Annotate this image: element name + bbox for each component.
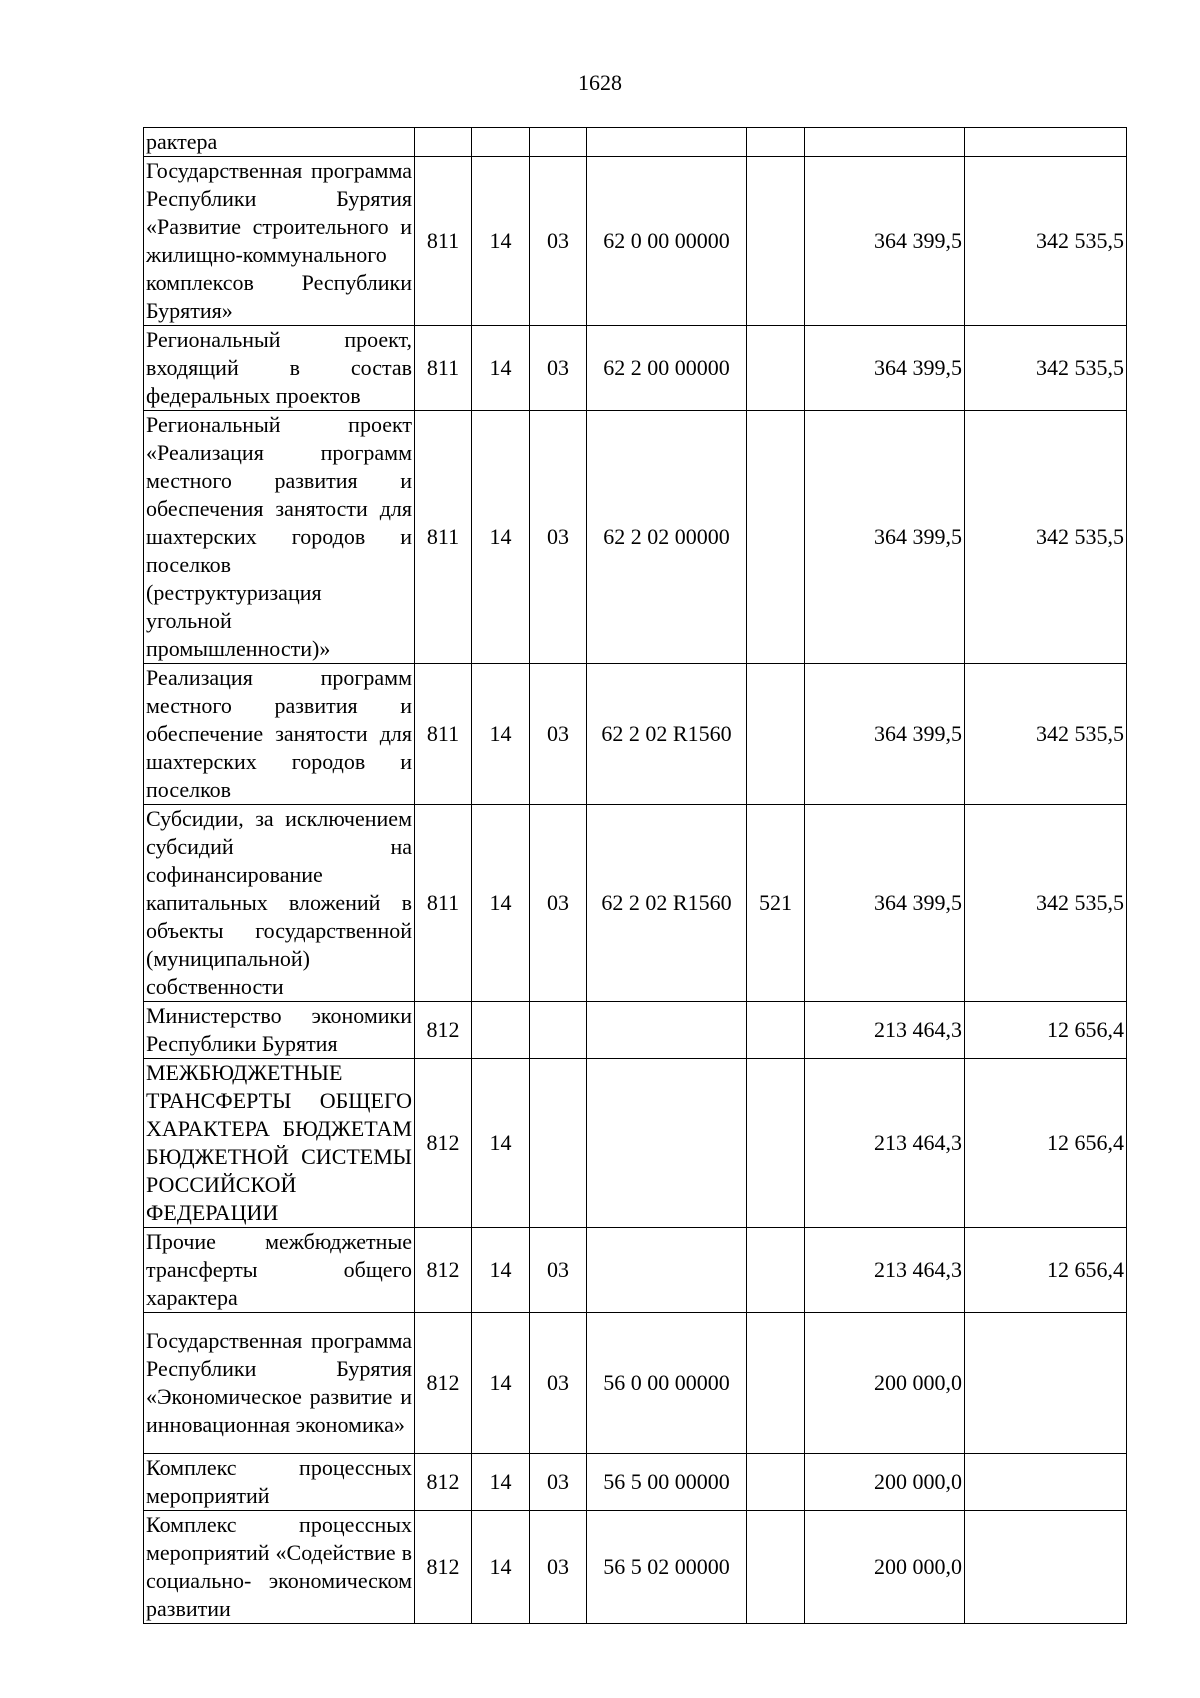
section-cell: 14 — [472, 1228, 530, 1313]
subsection-cell: 03 — [530, 157, 587, 326]
subsection-cell — [530, 1002, 587, 1059]
table-row — [144, 664, 1127, 805]
amount-1-cell: 200 000,0 — [805, 1454, 965, 1511]
table-row — [144, 805, 1127, 1002]
subsection-cell: 03 — [530, 664, 587, 805]
target-article-cell: 62 2 00 00000 — [587, 326, 747, 411]
subsection-cell: 03 — [530, 805, 587, 1002]
ved-cell: 811 — [415, 411, 472, 664]
ved-cell: 812 — [415, 1454, 472, 1511]
table-row — [144, 1228, 1127, 1313]
subsection-cell — [530, 1059, 587, 1228]
amount-2-cell — [965, 1511, 1127, 1624]
section-cell — [472, 1002, 530, 1059]
expense-type-cell — [747, 326, 805, 411]
target-article-cell: 56 5 00 00000 — [587, 1454, 747, 1511]
expense-type-cell — [747, 157, 805, 326]
row-name: Субсидии, за исключением субсидий на софинансирование капитальных вложений в объекты государственной (муниципальной) собственности — [144, 805, 415, 1002]
amount-2-cell: 12 656,4 — [965, 1059, 1127, 1228]
section-cell — [472, 128, 530, 157]
amount-1-cell: 364 399,5 — [805, 664, 965, 805]
target-article-cell: 62 2 02 00000 — [587, 411, 747, 664]
budget-table — [143, 127, 1127, 1624]
ved-cell: 812 — [415, 1511, 472, 1624]
amount-1-cell: 364 399,5 — [805, 157, 965, 326]
expense-type-cell — [747, 1228, 805, 1313]
amount-2-cell: 342 535,5 — [965, 157, 1127, 326]
amount-2-cell — [965, 1454, 1127, 1511]
subsection-cell: 03 — [530, 1511, 587, 1624]
subsection-cell: 03 — [530, 1454, 587, 1511]
row-name: Комплекс процессных мероприятий «Содействие в социально- экономическом развитии — [144, 1511, 415, 1624]
amount-1-cell: 213 464,3 — [805, 1059, 965, 1228]
section-cell: 14 — [472, 805, 530, 1002]
table-row — [144, 326, 1127, 411]
table-row — [144, 1511, 1127, 1624]
expense-type-cell — [747, 1511, 805, 1624]
amount-1-cell: 200 000,0 — [805, 1313, 965, 1454]
amount-2-cell: 342 535,5 — [965, 805, 1127, 1002]
target-article-cell: 62 0 00 00000 — [587, 157, 747, 326]
ved-cell: 812 — [415, 1059, 472, 1228]
row-name: Реализация программ местного развития и обеспечение занятости для шахтерских городов и поселков — [144, 664, 415, 805]
amount-1-cell: 213 464,3 — [805, 1228, 965, 1313]
ved-cell: 812 — [415, 1313, 472, 1454]
table-row — [144, 411, 1127, 664]
expense-type-cell — [747, 411, 805, 664]
ved-cell — [415, 128, 472, 157]
ved-cell: 811 — [415, 805, 472, 1002]
amount-1-cell — [805, 128, 965, 157]
subsection-cell: 03 — [530, 326, 587, 411]
section-cell: 14 — [472, 664, 530, 805]
ved-cell: 811 — [415, 157, 472, 326]
subsection-cell — [530, 128, 587, 157]
section-cell: 14 — [472, 157, 530, 326]
amount-1-cell: 364 399,5 — [805, 326, 965, 411]
amount-2-cell — [965, 1313, 1127, 1454]
row-name: Государственная программа Республики Бурятия «Экономическое развитие и инновационная экономика» — [144, 1313, 415, 1454]
expense-type-cell — [747, 1002, 805, 1059]
table-row — [144, 1454, 1127, 1511]
row-name: Региональный проект, входящий в состав федеральных проектов — [144, 326, 415, 411]
row-name: Министерство экономики Республики Бурятия — [144, 1002, 415, 1059]
target-article-cell: 62 2 02 R1560 — [587, 805, 747, 1002]
expense-type-cell — [747, 1454, 805, 1511]
table-row — [144, 157, 1127, 326]
ved-cell: 811 — [415, 326, 472, 411]
page-number: 1628 — [578, 70, 622, 95]
table-row — [144, 1313, 1127, 1454]
amount-1-cell: 364 399,5 — [805, 411, 965, 664]
section-cell: 14 — [472, 326, 530, 411]
target-article-cell: 56 0 00 00000 — [587, 1313, 747, 1454]
ved-cell: 812 — [415, 1002, 472, 1059]
table-row — [144, 1059, 1127, 1228]
amount-2-cell: 12 656,4 — [965, 1228, 1127, 1313]
row-name: Прочие межбюджетные трансферты общего характера — [144, 1228, 415, 1313]
target-article-cell — [587, 1002, 747, 1059]
amount-1-cell: 364 399,5 — [805, 805, 965, 1002]
amount-1-cell: 213 464,3 — [805, 1002, 965, 1059]
ved-cell: 811 — [415, 664, 472, 805]
amount-2-cell: 12 656,4 — [965, 1002, 1127, 1059]
table-row — [144, 128, 1127, 157]
row-name: Комплекс процессных мероприятий — [144, 1454, 415, 1511]
section-cell: 14 — [472, 1313, 530, 1454]
row-name: рактера — [144, 128, 415, 157]
expense-type-cell: 521 — [747, 805, 805, 1002]
expense-type-cell — [747, 1059, 805, 1228]
expense-type-cell — [747, 1313, 805, 1454]
amount-2-cell — [965, 128, 1127, 157]
target-article-cell — [587, 1059, 747, 1228]
section-cell: 14 — [472, 1059, 530, 1228]
subsection-cell: 03 — [530, 1228, 587, 1313]
subsection-cell: 03 — [530, 411, 587, 664]
row-name: Государственная программа Республики Бурятия «Развитие строительного и жилищно-коммунального комплексов Республики Бурятия» — [144, 157, 415, 326]
expense-type-cell — [747, 664, 805, 805]
section-cell: 14 — [472, 411, 530, 664]
target-article-cell: 62 2 02 R1560 — [587, 664, 747, 805]
target-article-cell — [587, 128, 747, 157]
section-cell: 14 — [472, 1511, 530, 1624]
table-row — [144, 1002, 1127, 1059]
amount-2-cell: 342 535,5 — [965, 664, 1127, 805]
target-article-cell — [587, 1228, 747, 1313]
ved-cell: 812 — [415, 1228, 472, 1313]
amount-1-cell: 200 000,0 — [805, 1511, 965, 1624]
amount-2-cell: 342 535,5 — [965, 411, 1127, 664]
amount-2-cell: 342 535,5 — [965, 326, 1127, 411]
row-name: МЕЖБЮДЖЕТНЫЕ ТРАНСФЕРТЫ ОБЩЕГО ХАРАКТЕРА БЮДЖЕТАМ БЮДЖЕТНОЙ СИСТЕМЫ РОССИЙСКОЙ ФЕДЕРАЦИИ — [144, 1059, 415, 1228]
row-name: Региональный проект «Реализация программ местного развития и обеспечения занятости для шахтерских городов и поселков (реструктуризация угольной промышленности)» — [144, 411, 415, 664]
section-cell: 14 — [472, 1454, 530, 1511]
target-article-cell: 56 5 02 00000 — [587, 1511, 747, 1624]
subsection-cell: 03 — [530, 1313, 587, 1454]
expense-type-cell — [747, 128, 805, 157]
